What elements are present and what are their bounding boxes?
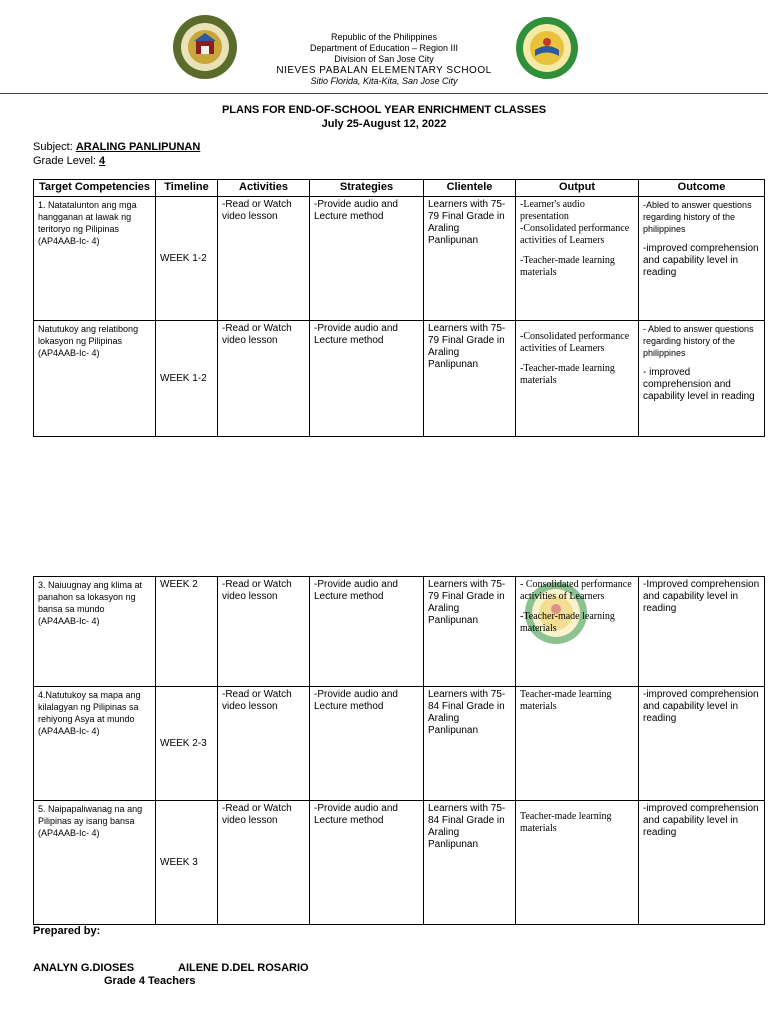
prepared-by-label: Prepared by: xyxy=(33,925,101,937)
outcome-cell: -Abled to answer questions regarding history of the philippines -improved comprehension and capability level in reading xyxy=(639,197,765,321)
activities-cell: -Read or Watch video lesson xyxy=(218,197,310,321)
column-header: Output xyxy=(516,180,639,197)
output-cell: Teacher-made learning materials xyxy=(516,687,639,801)
strategies-cell: -Provide audio and Lecture method xyxy=(310,577,424,687)
activities-cell: -Read or Watch video lesson xyxy=(218,801,310,925)
table-header-row xyxy=(34,180,765,197)
column-header: Clientele xyxy=(424,180,516,197)
strategies-cell: -Provide audio and Lecture method xyxy=(310,197,424,321)
outcome-cell: -Improved comprehension and capability level in reading xyxy=(639,577,765,687)
clientele-cell: Learners with 75-79 Final Grade in Araling Panlipunan xyxy=(424,577,516,687)
header-divider xyxy=(0,93,768,94)
school-name: NIEVES PABALAN ELEMENTARY SCHOOL xyxy=(276,65,492,76)
timeline-cell: WEEK 1-2 xyxy=(156,321,218,437)
strategies-cell: -Provide audio and Lecture method xyxy=(310,801,424,925)
activities-cell: -Read or Watch video lesson xyxy=(218,687,310,801)
competency-cell: 1. Natatalunton ang mga hangganan at lawak ng teritoryo ng Pilipinas (AP4AAB-Ic- 4) xyxy=(34,197,156,321)
competency-cell: 3. Naiuugnay ang klima at panahon sa lokasyon ng bansa sa mundo (AP4AAB-Ic- 4) xyxy=(34,577,156,687)
competency-cell: Natutukoy ang relatibong lokasyon ng Pilipinas (AP4AAB-Ic- 4) xyxy=(34,321,156,437)
column-header: Activities xyxy=(218,180,310,197)
clientele-cell: Learners with 75-84 Final Grade in Araling Panlipunan xyxy=(424,687,516,801)
clientele-cell: Learners with 75-84 Final Grade in Araling Panlipunan xyxy=(424,801,516,925)
table-row xyxy=(34,687,765,801)
teacher-role: Grade 4 Teachers xyxy=(104,975,196,987)
outcome-cell: - Abled to answer questions regarding history of the philippines - improved comprehension and capability level in reading xyxy=(639,321,765,437)
grade-value: 4 xyxy=(99,155,106,167)
teacher-name-1: ANALYN G.DIOSES xyxy=(33,962,135,974)
subject-label: Subject: xyxy=(33,141,73,153)
timeline-cell: WEEK 3 xyxy=(156,801,218,925)
strategies-cell: -Provide audio and Lecture method xyxy=(310,321,424,437)
table-row xyxy=(34,577,765,687)
timeline-cell: WEEK 2-3 xyxy=(156,687,218,801)
table-row xyxy=(34,197,765,321)
activities-cell: -Read or Watch video lesson xyxy=(218,321,310,437)
grade-line xyxy=(33,155,105,167)
competency-cell: 5. Naipapaliwanag na ang Pilipinas ay isang bansa (AP4AAB-Ic- 4) xyxy=(34,801,156,925)
header-line-3: Division of San Jose City xyxy=(334,54,434,64)
grade-label: Grade Level: xyxy=(33,155,96,167)
activities-cell: -Read or Watch video lesson xyxy=(218,577,310,687)
teacher-name-2: AILENE D.DEL ROSARIO xyxy=(178,962,309,974)
competency-cell: 4.Natutukoy sa mapa ang kilalagyan ng Pilipinas sa rehiyong Asya at mundo (AP4AAB-Ic- 4) xyxy=(34,687,156,801)
timeline-cell: WEEK 1-2 xyxy=(156,197,218,321)
output-cell: Teacher-made learning materials xyxy=(516,801,639,925)
outcome-cell: -improved comprehension and capability level in reading xyxy=(639,687,765,801)
timeline-cell: WEEK 2 xyxy=(156,577,218,687)
clientele-cell: Learners with 75-79 Final Grade in Araling Panlipunan xyxy=(424,197,516,321)
output-cell: -Consolidated performance activities of Learners -Teacher-made learning materials xyxy=(516,321,639,437)
outcome-cell: -improved comprehension and capability level in reading xyxy=(639,801,765,925)
table-row xyxy=(34,321,765,437)
clientele-cell: Learners with 75-79 Final Grade in Araling Panlipunan xyxy=(424,321,516,437)
column-header: Strategies xyxy=(310,180,424,197)
document-dates: July 25-August 12, 2022 xyxy=(321,118,447,130)
header-line-1: Republic of the Philippines xyxy=(330,32,438,42)
column-header: Target Competencies xyxy=(34,180,156,197)
subject-line xyxy=(33,141,200,153)
column-header: Outcome xyxy=(639,180,765,197)
plan-table-page-2 xyxy=(33,576,765,925)
output-cell: -Learner's audio presentation -Consolidated performance activities of Learners -Teacher-made learning materials xyxy=(516,197,639,321)
output-cell: - Consolidated performance activities of Learners -Teacher-made learning materials xyxy=(516,577,639,687)
strategies-cell: -Provide audio and Lecture method xyxy=(310,687,424,801)
plan-table-page-1 xyxy=(33,179,765,437)
column-header: Timeline xyxy=(156,180,218,197)
header-line-2: Department of Education – Region III xyxy=(309,43,459,53)
document-title: PLANS FOR END-OF-SCHOOL YEAR ENRICHMENT CLASSES xyxy=(221,104,547,116)
school-address: Sitio Florida, Kita-Kita, San Jose City xyxy=(310,76,458,86)
table-row xyxy=(34,801,765,925)
subject-value: ARALING PANLIPUNAN xyxy=(75,141,201,153)
